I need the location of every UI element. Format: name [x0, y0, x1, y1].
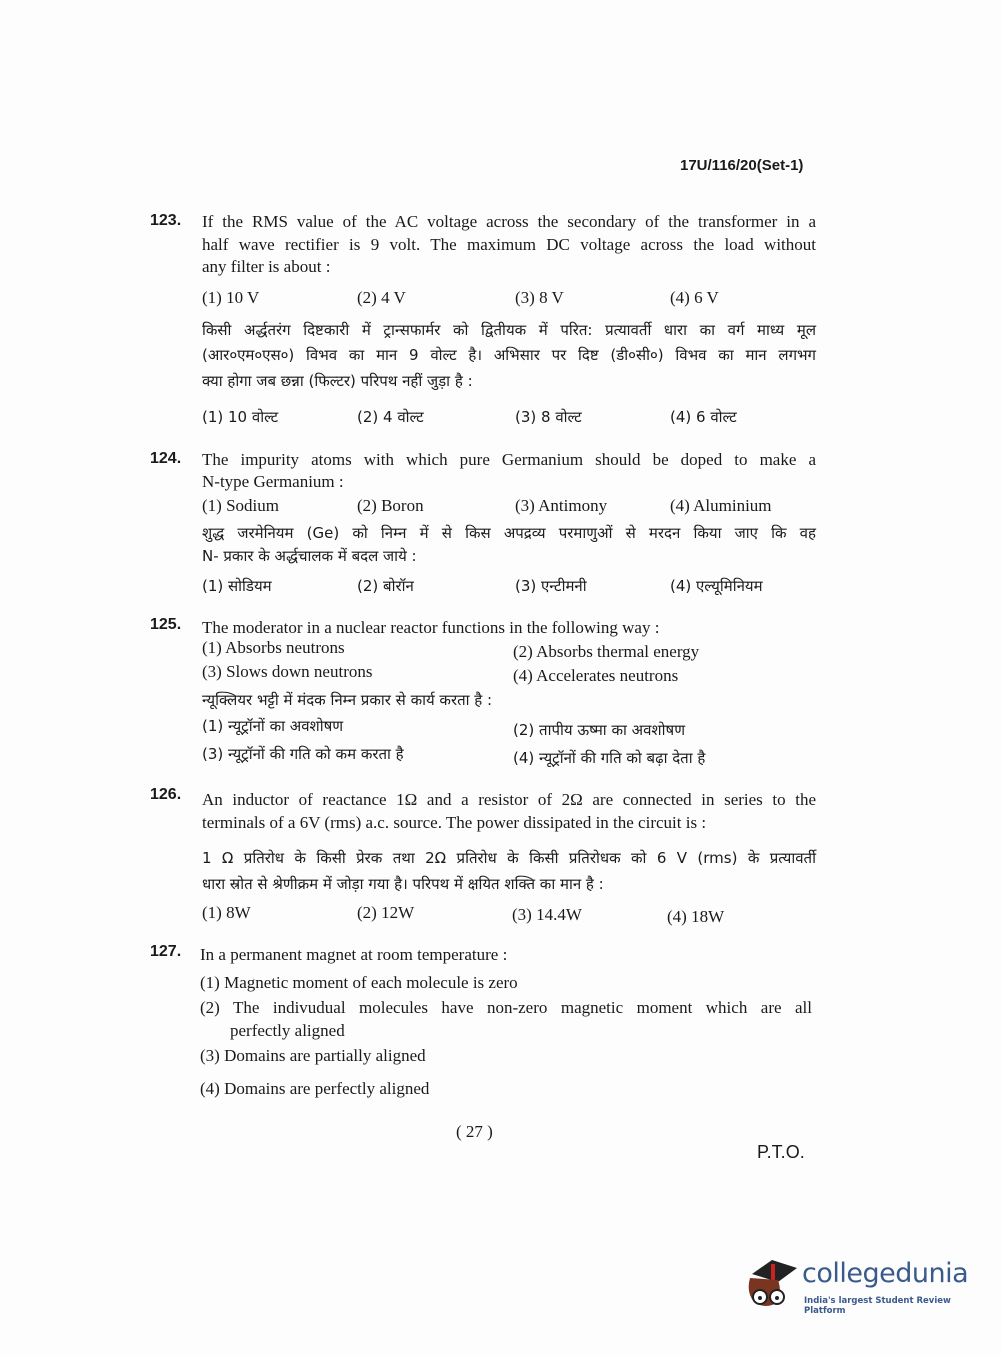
pto-label: P.T.O.	[757, 1142, 805, 1162]
mascot-icon	[742, 1252, 802, 1318]
question-text: An inductor of reactance 1Ω and a resistor of 2Ω are connected in series to the	[202, 790, 816, 809]
question-text-hindi: N- प्रकार के अर्द्धचालक में बदल जाये :	[202, 547, 417, 565]
question-text-hindi: धारा स्रोत से श्रेणीक्रम में जोड़ा गया है। परिपथ में क्षयित शक्ति का मान है :	[202, 875, 604, 893]
question-text-hindi: किसी अर्द्धतरंग दिष्टकारी में ट्रान्सफार्मर को द्वितीयक में परित: प्रत्यावर्ती धारा का वर्ग माध्य मूल	[202, 321, 816, 339]
option-hindi: (2) बोरॉन	[357, 577, 414, 595]
option: (3) Slows down neutrons	[202, 662, 373, 681]
option-hindi: (3) एन्टीमनी	[515, 577, 587, 595]
question-number: 127.	[150, 943, 182, 960]
option-hindi: (1) न्यूट्रॉनों का अवशोषण	[202, 717, 344, 735]
question-number: 124.	[150, 450, 182, 467]
option-hindi: (1) 10 वोल्ट	[202, 408, 279, 426]
option: (4) Accelerates neutrons	[513, 666, 679, 685]
option: (2) 12W	[357, 903, 415, 922]
question-text-hindi: न्यूक्लियर भट्टी में मंदक निम्न प्रकार से कार्य करता है :	[202, 691, 493, 709]
option: perfectly aligned	[230, 1021, 345, 1040]
option-hindi: (1) सोडियम	[202, 577, 272, 595]
question-text: half wave rectifier is 9 volt. The maximum DC voltage across the load without	[202, 235, 816, 254]
question-text-hindi: शुद्ध जरमेनियम (Ge) को निम्न में से किस अपद्रव्य परमाणुओं से मरदन किया जाए कि वह	[202, 524, 816, 542]
page-number: ( 27 )	[456, 1122, 493, 1141]
question-text: any filter is about :	[202, 257, 331, 276]
option: (2) 4 V	[357, 288, 406, 307]
paper-code: 17U/116/20(Set-1)	[680, 157, 804, 174]
option: (3) Domains are partially aligned	[200, 1046, 426, 1065]
option-hindi: (2) 4 वोल्ट	[357, 408, 424, 426]
option: (2) Boron	[357, 496, 424, 515]
option-hindi: (4) 6 वोल्ट	[670, 408, 737, 426]
option: (1) 10 V	[202, 288, 260, 307]
option: (1) 8W	[202, 903, 251, 922]
question-text: The impurity atoms with which pure Germanium should be doped to make a	[202, 450, 816, 469]
option-hindi: (4) न्यूट्रॉनों की गति को बढ़ा देता है	[513, 749, 706, 767]
question-text: In a permanent magnet at room temperature :	[200, 945, 508, 964]
option-hindi: (2) तापीय ऊष्मा का अवशोषण	[513, 721, 686, 739]
logo-tagline: India's largest Student Review Platform	[804, 1296, 951, 1316]
question-text-hindi: 1 Ω प्रतिरोध के किसी प्रेरक तथा 2Ω प्रतिरोध के किसी प्रतिरोधक को 6 V (rms) के प्रत्यावर्ती	[202, 849, 816, 867]
option: (4) Domains are perfectly aligned	[200, 1079, 430, 1098]
logo-name: collegedunia	[802, 1258, 969, 1289]
option-hindi: (3) 8 वोल्ट	[515, 408, 582, 426]
question-text: If the RMS value of the AC voltage across the secondary of the transformer in a	[202, 212, 816, 231]
question-number: 126.	[150, 786, 182, 803]
question-number: 123.	[150, 212, 182, 229]
option: (1) Absorbs neutrons	[202, 638, 345, 657]
question-text: N-type Germanium :	[202, 472, 344, 491]
question-text-hindi: क्या होगा जब छन्ना (फिल्टर) परिपथ नहीं जुड़ा है :	[202, 372, 473, 390]
option: (3) Antimony	[515, 496, 608, 515]
question-text-hindi: (आर०एम०एस०) विभव का मान 9 वोल्ट है। अभिसार पर दिष्ट (डी०सी०) विभव का मान लगभग	[202, 346, 816, 364]
option: (4) 18W	[667, 907, 725, 926]
question-text: The moderator in a nuclear reactor functions in the following way :	[202, 618, 660, 637]
question-number: 125.	[150, 616, 182, 633]
option: (2) The indivudual molecules have non-zero magnetic moment which are all	[200, 998, 812, 1017]
option-hindi: (4) एल्यूमिनियम	[670, 577, 763, 595]
option: (2) Absorbs thermal energy	[513, 642, 700, 661]
option-hindi: (3) न्यूट्रॉनों की गति को कम करता है	[202, 745, 404, 763]
option: (4) 6 V	[670, 288, 719, 307]
option: (1) Magnetic moment of each molecule is zero	[200, 973, 518, 992]
option: (3) 14.4W	[512, 905, 582, 924]
option: (4) Aluminium	[670, 496, 772, 515]
collegedunia-logo	[742, 1252, 972, 1318]
question-text: terminals of a 6V (rms) a.c. source. The power dissipated in the circuit is :	[202, 813, 707, 832]
option: (1) Sodium	[202, 496, 279, 515]
option: (3) 8 V	[515, 288, 564, 307]
